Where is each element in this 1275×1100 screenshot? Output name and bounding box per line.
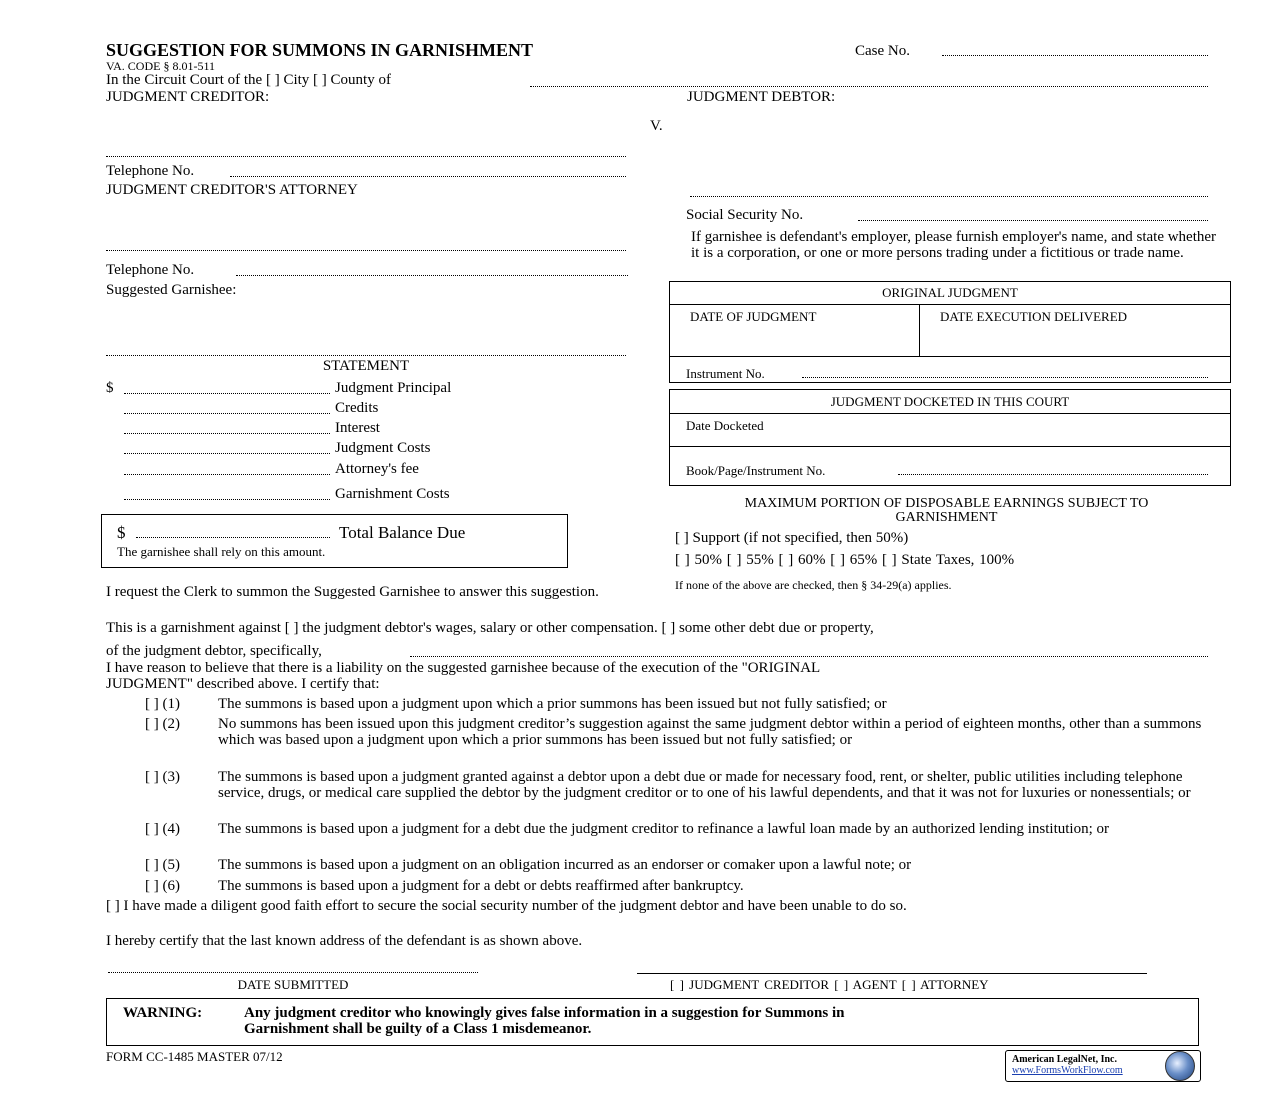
credits-label: Credits: [335, 400, 379, 416]
docketed-title: JUDGMENT DOCKETED IN THIS COURT: [830, 394, 1070, 409]
ssn-field[interactable]: [858, 220, 1208, 221]
cert-1-text: The summons is based upon a judgment upon which a prior summons has been issued but not fully satisfied; or: [218, 696, 887, 712]
book-page-field[interactable]: [898, 474, 1208, 475]
divider: [669, 413, 1230, 414]
cert-6-text: The summons is based upon a judgment for a debt or debts reaffirmed after bankruptcy.: [218, 878, 744, 894]
case-no-label: Case No.: [855, 43, 910, 59]
versus-label: V.: [650, 118, 663, 134]
divider: [669, 304, 1230, 305]
judgment-principal-label: Judgment Principal: [335, 380, 452, 396]
instrument-no-label: Instrument No.: [686, 366, 765, 381]
specifically-field[interactable]: [410, 656, 1208, 657]
instrument-no-field[interactable]: [802, 377, 1208, 378]
max-portion-title-2: GARNISHMENT: [895, 510, 998, 525]
diligent-effort[interactable]: [ ] I have made a diligent good faith effort to secure the social security number of the judgment debtor and have been unable to do so.: [106, 898, 907, 914]
date-docketed-label: Date Docketed: [686, 418, 764, 433]
form-number: FORM CC-1485 MASTER 07/12: [106, 1049, 283, 1064]
of-judgment-debtor: of the judgment debtor, specifically,: [106, 643, 322, 659]
principal-field[interactable]: [124, 393, 330, 394]
ssn-label: Social Security No.: [686, 207, 804, 223]
total-balance-label: Total Balance Due: [339, 523, 466, 542]
cert-2-checkbox[interactable]: [ ] (2): [145, 716, 180, 732]
garnishment-costs-label: Garnishment Costs: [335, 486, 450, 502]
book-page-label: Book/Page/Instrument No.: [686, 463, 826, 478]
divider: [669, 356, 1230, 357]
dollar-sign: $: [106, 380, 114, 396]
county-field[interactable]: [530, 86, 1208, 87]
cert-4-text: The summons is based upon a judgment for a debt due the judgment creditor to refinance a lawful loan made by an authorized lending institution; or: [218, 821, 1110, 837]
logo-url-link[interactable]: www.FormsWorkFlow.com: [1012, 1065, 1123, 1076]
warning-label: WARNING:: [123, 1005, 203, 1021]
form-title: SUGGESTION FOR SUMMONS IN GARNISHMENT: [106, 40, 534, 60]
cert-4-checkbox[interactable]: [ ] (4): [145, 821, 180, 837]
total-dollar-sign: $: [117, 523, 126, 542]
garnishment-costs-field[interactable]: [124, 499, 330, 500]
interest-field[interactable]: [124, 433, 330, 434]
reason-line-2: JUDGMENT" described above. I certify that:: [106, 676, 380, 692]
signature-line[interactable]: [637, 973, 1147, 974]
original-judgment-title: ORIGINAL JUDGMENT: [882, 285, 1018, 300]
creditor-name-field[interactable]: [106, 156, 626, 157]
judgment-creditor-label: JUDGMENT CREDITOR:: [106, 89, 270, 105]
warning-line-1: Any judgment creditor who knowingly gives false information in a suggestion for Summons in: [244, 1005, 845, 1021]
logo-company-name: American LegalNet, Inc.: [1012, 1054, 1117, 1065]
case-no-field[interactable]: [942, 55, 1208, 56]
credits-field[interactable]: [124, 413, 330, 414]
judgment-costs-label: Judgment Costs: [335, 440, 431, 456]
signature-roles[interactable]: [ ] JUDGMENT CREDITOR [ ] AGENT [ ] ATTORNEY: [670, 977, 989, 992]
globe-icon: [1165, 1051, 1195, 1081]
cert-3-checkbox[interactable]: [ ] (3): [145, 769, 180, 785]
attorney-fee-field[interactable]: [124, 474, 330, 475]
cert-5-text: The summons is based upon a judgment on an obligation incurred as an endorser or comaker upon a lawful note; or: [218, 857, 912, 873]
garnishment-against[interactable]: This is a garnishment against [ ] the judgment debtor's wages, salary or other compensation. [ ] some other debt due or property,: [106, 620, 874, 636]
judgment-costs-field[interactable]: [124, 453, 330, 454]
statement-title: STATEMENT: [322, 358, 410, 374]
max-portion-title-1: MAXIMUM PORTION OF DISPOSABLE EARNINGS SUBJECT TO: [744, 496, 1149, 511]
cert-5-checkbox[interactable]: [ ] (5): [145, 857, 180, 873]
attorney-telephone-label: Telephone No.: [106, 262, 195, 278]
none-checked-note: If none of the above are checked, then § 34-29(a) applies.: [675, 578, 952, 592]
divider: [919, 304, 920, 356]
request-text: I request the Clerk to summon the Suggested Garnishee to answer this suggestion.: [106, 584, 599, 600]
date-of-judgment-label: DATE OF JUDGMENT: [690, 309, 817, 324]
divider: [669, 446, 1230, 447]
creditor-telephone-field[interactable]: [230, 176, 626, 177]
cert-6-checkbox[interactable]: [ ] (6): [145, 878, 180, 894]
suggested-garnishee-label: Suggested Garnishee:: [106, 282, 237, 298]
cert-1-checkbox[interactable]: [ ] (1): [145, 696, 180, 712]
reason-line-1: I have reason to believe that there is a liability on the suggested garnishee because of the execution of the "ORIGINAL: [106, 660, 821, 676]
court-line: In the Circuit Court of the [ ] City [ ] County of: [106, 72, 391, 88]
warning-line-2: Garnishment shall be guilty of a Class 1 misdemeanor.: [244, 1021, 592, 1037]
date-submitted-label: DATE SUBMITTED: [237, 977, 349, 992]
attorney-fee-label: Attorney's fee: [335, 461, 419, 477]
debtor-name-field[interactable]: [690, 196, 1208, 197]
date-submitted-field[interactable]: [108, 972, 478, 973]
attorney-name-field[interactable]: [106, 250, 626, 251]
suggested-garnishee-field[interactable]: [106, 355, 626, 356]
judgment-debtor-label: JUDGMENT DEBTOR:: [687, 89, 836, 105]
cert-2-text: No summons has been issued upon this judgment creditor’s suggestion against the same judgment debtor within a period of eighteen months, other than a summons which was based upon a judgment upon which a prior summons has been issued but not fully satisfied; or: [218, 716, 1202, 748]
employer-note: If garnishee is defendant's employer, please furnish employer's name, and state whether it is a corporation, or one or more persons trading under a fictitious or trade name.: [691, 229, 1217, 261]
interest-label: Interest: [335, 420, 380, 436]
percentage-options[interactable]: [ ] 50% [ ] 55% [ ] 60% [ ] 65% [ ] State Taxes, 100%: [675, 552, 1015, 568]
total-balance-field[interactable]: [136, 537, 330, 538]
support-option[interactable]: [ ] Support (if not specified, then 50%): [675, 530, 909, 546]
attorney-label: JUDGMENT CREDITOR'S ATTORNEY: [106, 182, 358, 198]
creditor-telephone-label: Telephone No.: [106, 163, 195, 179]
rely-note: The garnishee shall rely on this amount.: [117, 544, 326, 559]
cert-3-text: The summons is based upon a judgment granted against a debtor upon a debt due or made for necessary food, rent, or shelter, public utilities including telephone service, drugs, or medical care supplied the debtor by the judgment creditor or to one of his lawful dependents, and that it was not for luxuries or nonessentials; or: [218, 769, 1191, 801]
certify-address: I hereby certify that the last known address of the defendant is as shown above.: [106, 933, 583, 949]
attorney-telephone-field[interactable]: [236, 275, 628, 276]
date-execution-label: DATE EXECUTION DELIVERED: [940, 309, 1128, 324]
va-code: VA. CODE § 8.01-511: [106, 59, 216, 73]
